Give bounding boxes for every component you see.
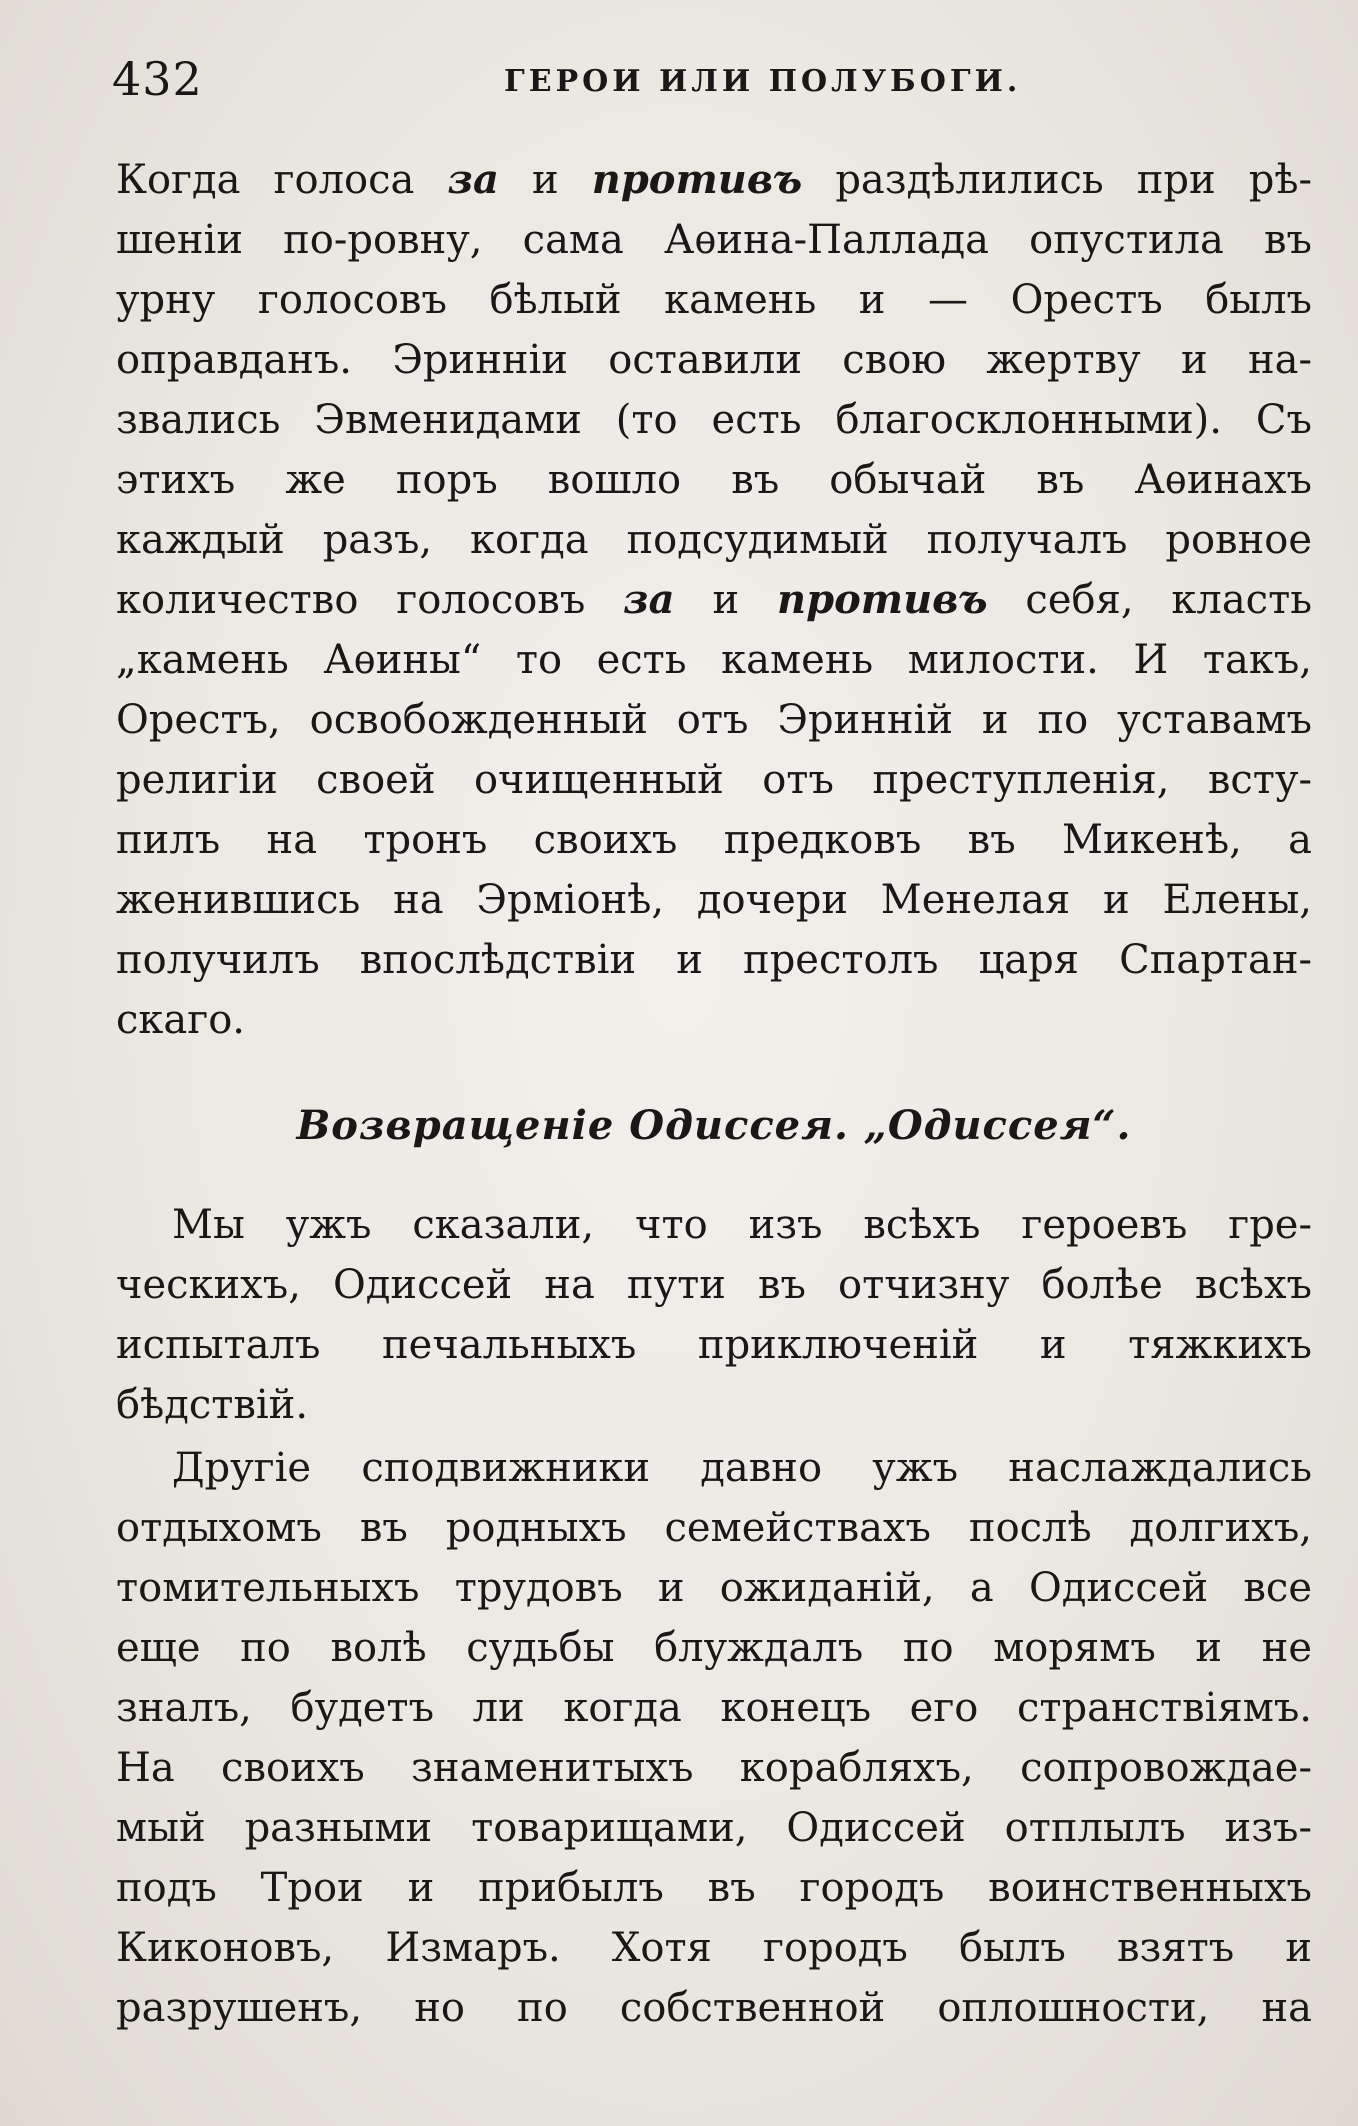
text-line: звались Эвменидами (то есть благосклонными). Съ xyxy=(116,397,1312,443)
text-line: испыталъ печальныхъ приключеній и тяжкихъ xyxy=(116,1322,1312,1368)
text-line: скаго. xyxy=(116,997,246,1043)
text-line: ческихъ, Одиссей на пути въ отчизну болѣе всѣхъ xyxy=(116,1262,1312,1308)
section-heading: Возвращеніе Одиссея. „Одиссея“. xyxy=(296,1102,1132,1149)
text-line: каждый разъ, когда подсудимый получалъ ровное xyxy=(116,517,1312,563)
text-line: религіи своей очищенный отъ преступленія, всту- xyxy=(116,757,1312,803)
text-line: „камень Аѳины“ то есть камень милости. И такъ, xyxy=(116,637,1312,683)
text-line: томительныхъ трудовъ и ожиданій, а Одиссей все xyxy=(116,1565,1312,1611)
running-title: ГЕРОИ ИЛИ ПОЛУБОГИ. xyxy=(504,64,1022,99)
text-line: зналъ, будетъ ли когда конецъ его странствіямъ. xyxy=(116,1685,1312,1731)
paragraph-odysseus xyxy=(116,1438,1312,2038)
text-line: отдыхомъ въ родныхъ семействахъ послѣ долгихъ, xyxy=(116,1505,1312,1551)
paragraph-intro xyxy=(116,1195,1312,1435)
text-line: шеніи по-ровну, сама Аѳина-Паллада опустила въ xyxy=(116,217,1312,263)
text-line: бѣдствій. xyxy=(116,1382,309,1428)
page-number: 432 xyxy=(112,52,203,106)
text-line: оправданъ. Эринніи оставили свою жертву и на- xyxy=(116,337,1312,383)
running-head xyxy=(112,52,1312,112)
text-line: получилъ впослѣдствіи и престолъ царя Спартан- xyxy=(116,937,1312,983)
text-line: Киконовъ, Измаръ. Хотя городъ былъ взятъ и xyxy=(116,1925,1312,1971)
text-line: Орестъ, освобожденный отъ Эринній и по уставамъ xyxy=(116,697,1312,743)
text-line: На своихъ знаменитыхъ корабляхъ, сопровождае- xyxy=(116,1745,1312,1791)
text-line: разрушенъ, но по собственной оплошности, на xyxy=(116,1985,1312,2031)
text-line: Мы ужъ сказали, что изъ всѣхъ героевъ гре- xyxy=(172,1202,1312,1248)
text-line: этихъ же поръ вошло въ обычай въ Аѳинахъ xyxy=(116,457,1312,503)
text-line: Когда голоса за и противъ раздѣлились при рѣ- xyxy=(116,156,1313,203)
text-line: пилъ на тронъ своихъ предковъ въ Микенѣ, а xyxy=(116,817,1312,863)
text-line: еще по волѣ судьбы блуждалъ по морямъ и не xyxy=(116,1625,1312,1671)
text-line: мый разными товарищами, Одиссей отплылъ изъ- xyxy=(116,1805,1312,1851)
paragraph-orestes xyxy=(116,150,1312,1050)
text-line: урну голосовъ бѣлый камень и — Орестъ былъ xyxy=(116,277,1312,323)
text-line: женившись на Эрміонѣ, дочери Менелая и Елены, xyxy=(116,877,1312,923)
text-line: количество голосовъ за и противъ себя, класть xyxy=(116,576,1312,623)
text-line: подъ Трои и прибылъ въ городъ воинственныхъ xyxy=(116,1865,1312,1911)
text-line: Другіе сподвижники давно ужъ наслаждались xyxy=(172,1445,1312,1491)
